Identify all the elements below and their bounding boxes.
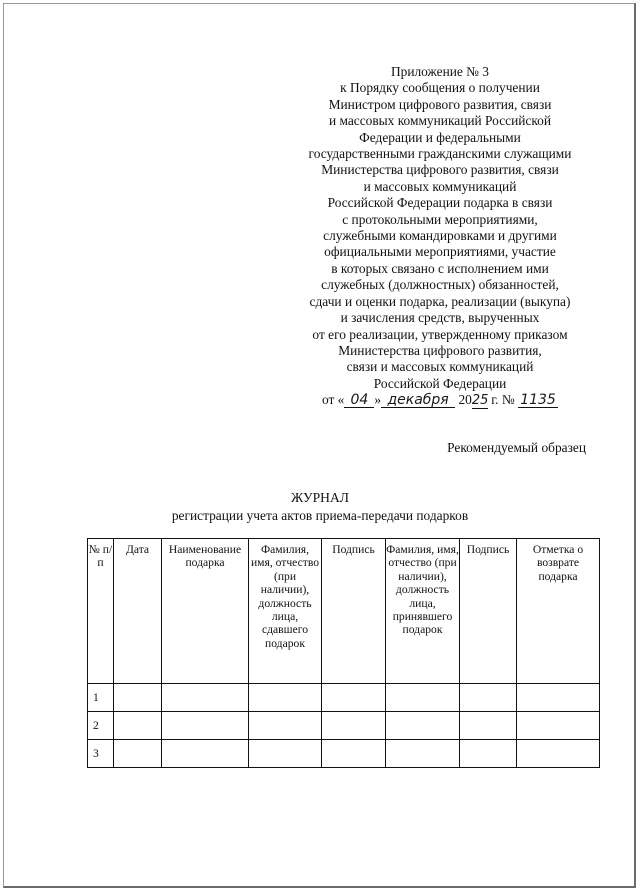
order-date-line xyxy=(280,392,600,409)
appendix-line: официальными мероприятиями, участие xyxy=(324,244,556,260)
table-cell xyxy=(322,684,386,712)
table-cell xyxy=(517,740,600,768)
table-cell xyxy=(249,684,322,712)
appendix-header xyxy=(280,64,600,409)
table-cell xyxy=(114,684,162,712)
appendix-line: к Порядку сообщения о получении xyxy=(340,80,540,96)
date-quote-close: » xyxy=(374,392,382,408)
table-cell xyxy=(162,712,249,740)
row-number: 1 xyxy=(88,684,114,712)
column-header-number: № п/п xyxy=(88,539,114,684)
column-header-signature-2: Подпись xyxy=(460,539,517,684)
table-cell xyxy=(114,740,162,768)
appendix-line: государственными гражданскими служащими xyxy=(308,146,572,162)
appendix-line: от его реализации, утвержденному приказом xyxy=(312,326,568,342)
row-number: 3 xyxy=(88,740,114,768)
table-cell xyxy=(460,684,517,712)
table-cell xyxy=(249,712,322,740)
table-cell xyxy=(386,712,460,740)
appendix-line: и массовых коммуникаций xyxy=(363,178,517,194)
table-row xyxy=(88,740,600,768)
appendix-line: Федерации и федеральными xyxy=(359,129,521,145)
table-cell xyxy=(517,684,600,712)
journal-title: ЖУРНАЛ xyxy=(290,490,350,505)
table-cell xyxy=(517,712,600,740)
table-cell xyxy=(386,684,460,712)
appendix-line: Министром цифрового развития, связи xyxy=(328,96,552,112)
table-cell xyxy=(386,740,460,768)
column-header-return-mark: Отметка о возврате подарка xyxy=(517,539,600,684)
journal-table xyxy=(87,538,600,768)
appendix-line: в которых связано с исполнением ими xyxy=(331,260,549,276)
appendix-line: и массовых коммуникаций Российской xyxy=(328,113,552,129)
order-number-label: г. № xyxy=(491,392,515,408)
table-header-row xyxy=(88,539,600,684)
appendix-line: Приложение № 3 xyxy=(390,64,490,79)
table-cell xyxy=(162,684,249,712)
appendix-line: Министерства цифрового развития, связи xyxy=(321,162,559,178)
handwritten-day: 04 xyxy=(344,393,374,408)
appendix-line: Российской Федерации xyxy=(373,375,507,391)
appendix-line: с протокольными мероприятиями, xyxy=(342,211,538,227)
handwritten-year: 25 xyxy=(471,393,489,409)
recommended-sample-label: Рекомендуемый образец xyxy=(447,440,586,455)
table-cell xyxy=(322,740,386,768)
appendix-line: служебных (должностных) обязанностей, xyxy=(321,277,559,293)
handwritten-month: декабря xyxy=(381,393,455,408)
appendix-line: связи и массовых коммуникаций xyxy=(346,359,534,375)
appendix-line: служебными командировками и другими xyxy=(323,228,557,244)
table-row xyxy=(88,684,600,712)
date-prefix: от « xyxy=(321,392,345,408)
column-header-gift-name: Наименование подарка xyxy=(162,539,249,684)
table-cell xyxy=(162,740,249,768)
table-cell xyxy=(460,740,517,768)
journal-subtitle: регистрации учета актов приема-передачи подарков xyxy=(171,508,469,523)
column-header-date: Дата xyxy=(114,539,162,684)
column-header-received-by: Фамилия, имя, отчество (при наличии), должность лица, принявшего подарок xyxy=(386,539,460,684)
table-cell xyxy=(322,712,386,740)
row-number: 2 xyxy=(88,712,114,740)
table-row xyxy=(88,712,600,740)
column-header-handed-over-by: Фамилия, имя, отчество (при наличии), должность лица, сдавшего подарок xyxy=(249,539,322,684)
appendix-line: и зачисления средств, вырученных xyxy=(340,310,540,326)
appendix-line: Российской Федерации подарка в связи xyxy=(327,195,553,211)
appendix-line: Министерства цифрового развития, xyxy=(338,342,542,358)
table-cell xyxy=(249,740,322,768)
appendix-line: сдачи и оценки подарка, реализации (выкупа) xyxy=(309,293,571,309)
year-prefix: 20 xyxy=(458,392,472,408)
column-header-signature-1: Подпись xyxy=(322,539,386,684)
handwritten-order-number: 1135 xyxy=(518,393,558,408)
table-cell xyxy=(114,712,162,740)
table-cell xyxy=(460,712,517,740)
